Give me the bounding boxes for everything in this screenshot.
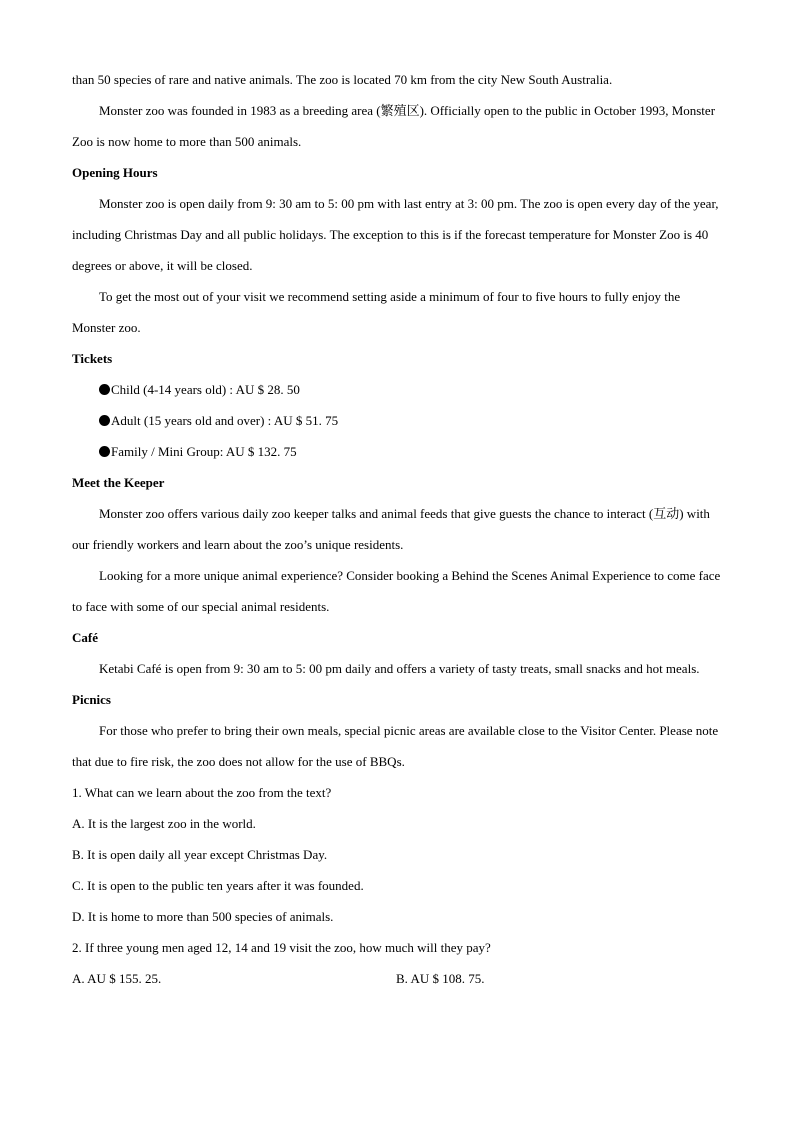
ticket-child-text: Child (4-14 years old) : AU $ 28. 50 [111,382,300,397]
question-2-option-b: B. AU $ 108. 75. [396,971,485,986]
intro-line: than 50 species of rare and native animals. The zoo is located 70 km from the city New South Australia. [72,72,613,87]
picnics-heading: Picnics [72,692,111,707]
founded-paragraph: Monster zoo was founded in 1983 as a breeding area (繁殖区). Officially open to the public in October 1993, Monster Zoo is now home to more than 500 animals. [72,103,716,149]
keeper-heading: Meet the Keeper [72,475,165,490]
opening-hours-paragraph: Monster zoo is open daily from 9: 30 am to 5: 00 pm with last entry at 3: 00 pm. The zoo is open every day of the year, including Christmas Day and all public holidays. The exception to this is if the forecast temperature for Monster Zoo is 40 degrees or above, it will be closed. [72,196,719,273]
ticket-item-family [72,436,722,467]
question-2-stem: 2. If three young men aged 12, 14 and 19 visit the zoo, how much will they pay? [72,940,491,955]
picnics-paragraph: For those who prefer to bring their own meals, special picnic areas are available close to the Visitor Center. Please note that due to fire risk, the zoo does not allow for the use of BBQs. [72,723,719,769]
question-2-options-row [72,963,722,994]
ticket-family-text: Family / Mini Group: AU $ 132. 75 [111,444,297,459]
question-1-option-a: A. It is the largest zoo in the world. [72,816,256,831]
cafe-paragraph: Ketabi Café is open from 9: 30 am to 5: 00 pm daily and offers a variety of tasty treats, small snacks and hot meals. [99,661,700,676]
visit-duration-paragraph: To get the most out of your visit we recommend setting aside a minimum of four to five hours to fully enjoy the Monster zoo. [72,289,681,335]
bullet-icon [99,384,110,395]
question-1-option-d: D. It is home to more than 500 species of animals. [72,909,334,924]
tickets-heading: Tickets [72,351,113,366]
ticket-adult-text: Adult (15 years old and over) : AU $ 51. 75 [111,413,339,428]
question-2-option-a: A. AU $ 155. 25. [72,971,162,986]
bullet-icon [99,446,110,457]
keeper-paragraph-2: Looking for a more unique animal experience? Consider booking a Behind the Scenes Animal Experience to come face to face with some of our special animal residents. [72,568,721,614]
document-page [72,64,722,994]
bullet-icon [99,415,110,426]
question-1-option-c: C. It is open to the public ten years after it was founded. [72,878,364,893]
cafe-heading: Café [72,630,98,645]
question-1-option-b: B. It is open daily all year except Christmas Day. [72,847,328,862]
opening-hours-heading: Opening Hours [72,165,158,180]
keeper-paragraph-1: Monster zoo offers various daily zoo keeper talks and animal feeds that give guests the chance to interact (互动) with our friendly workers and learn about the zoo’s unique residents. [72,506,710,552]
ticket-item-adult [72,405,722,436]
question-1-stem: 1. What can we learn about the zoo from the text? [72,785,332,800]
ticket-item-child [72,374,722,405]
